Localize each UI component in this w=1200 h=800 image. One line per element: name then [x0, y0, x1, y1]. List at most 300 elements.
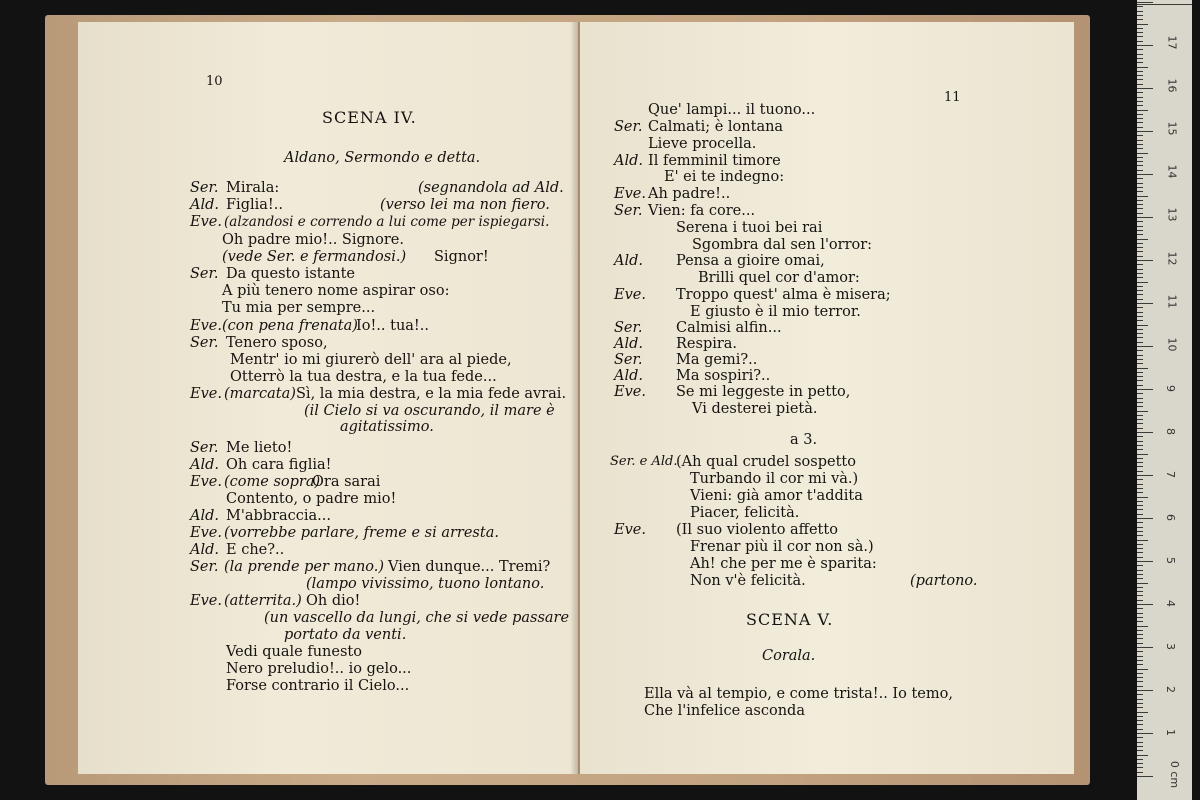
- ruler-tick: [1137, 583, 1148, 584]
- ruler-tick: [1137, 157, 1143, 158]
- verse-line: Tu mia per sempre...: [222, 300, 376, 316]
- ruler-tick: [1137, 221, 1143, 222]
- speaker: Ald.: [190, 508, 219, 524]
- ruler-tick: [1137, 488, 1143, 489]
- ruler-tick: [1137, 92, 1143, 93]
- ruler-tick: [1137, 514, 1143, 515]
- ruler-tick: [1137, 699, 1143, 700]
- ruler-number: 8: [1164, 428, 1177, 435]
- stage-direction: (la prende per mano.): [224, 559, 385, 575]
- scene-character: Corala.: [762, 648, 816, 664]
- verse-line: Contento, o padre mio!: [226, 491, 397, 507]
- ruler-number: 1: [1164, 729, 1177, 736]
- speaker: Eve.: [190, 214, 222, 230]
- ruler-tick: [1137, 458, 1143, 459]
- verse-line: Piacer, felicità.: [690, 505, 800, 521]
- ruler-tick: [1137, 720, 1143, 721]
- stage-direction: portato da venti.: [284, 627, 407, 643]
- ruler-tick: [1137, 690, 1153, 691]
- verse-line: Me lieto!: [226, 440, 293, 456]
- stage-direction: (atterrita.): [224, 593, 302, 609]
- ruler-tick: [1137, 363, 1143, 364]
- ruler-tick: [1137, 660, 1143, 661]
- ruler-tick: [1137, 492, 1143, 493]
- ruler-tick: [1137, 170, 1143, 171]
- ruler-tick: [1137, 256, 1143, 257]
- ruler-tick: [1137, 84, 1143, 85]
- verse-line: Troppo quest' alma è misera;: [676, 287, 891, 303]
- ruler-tick: [1137, 677, 1143, 678]
- ruler-tick: [1137, 337, 1143, 338]
- ruler-tick: [1137, 664, 1143, 665]
- verse-line: Que' lampi... il tuono...: [648, 102, 816, 118]
- ruler-tick: [1137, 277, 1143, 278]
- speaker: Eve.: [190, 525, 222, 541]
- speaker: Ser.: [614, 119, 643, 135]
- ruler-tick: [1137, 531, 1143, 532]
- verse-line: Otterrò la tua destra, e la tua fede...: [230, 369, 497, 385]
- ruler-tick: [1137, 621, 1143, 622]
- ruler-tick: [1137, 600, 1143, 601]
- ruler-tick: [1137, 501, 1143, 502]
- ruler-tick: [1137, 669, 1148, 670]
- ruler-tick: [1137, 71, 1143, 72]
- speaker: Ser.: [190, 180, 219, 196]
- verse-line: Oh cara figlia!: [226, 457, 332, 473]
- ruler-number: 3: [1164, 643, 1177, 650]
- ruler-tick: [1137, 604, 1153, 605]
- ruler-tick: [1137, 729, 1143, 730]
- ruler-tick: [1137, 282, 1148, 283]
- ruler-tick: [1137, 67, 1148, 68]
- speaker: Ald.: [614, 153, 643, 169]
- ruler-tick: [1137, 552, 1143, 553]
- verse-line: Pensa a gioire omai,: [676, 253, 825, 269]
- ruler-tick: [1137, 329, 1143, 330]
- ruler-tick: [1137, 462, 1143, 463]
- verse-line: Ma gemi?..: [676, 352, 758, 368]
- ruler-tick: [1137, 290, 1143, 291]
- ruler-tick: [1137, 320, 1143, 321]
- ruler-tick: [1137, 269, 1143, 270]
- ruler-tick: [1137, 419, 1143, 420]
- ruler-number: 12: [1165, 251, 1179, 266]
- stage-direction: (vorrebbe parlare, freme e si arresta.: [224, 525, 499, 541]
- verse-line: Se mi leggeste in petto,: [676, 384, 851, 400]
- ruler-tick: [1137, 479, 1143, 480]
- ruler-tick: [1137, 750, 1143, 751]
- ruler-number: 10: [1165, 337, 1179, 352]
- ruler-tick: [1137, 712, 1148, 713]
- ruler-tick: [1137, 484, 1143, 485]
- verse-line: E che?..: [226, 542, 285, 558]
- ruler-tick: [1137, 299, 1143, 300]
- ruler-tick: [1137, 441, 1143, 442]
- stage-direction: (vede Ser. e fermandosi.): [222, 249, 407, 265]
- speaker: Eve.: [190, 318, 222, 334]
- ruler-tick: [1137, 191, 1143, 192]
- ruler-tick: [1137, 325, 1148, 326]
- stage-direction: agitatissimo.: [340, 419, 434, 435]
- ruler-tick: [1137, 36, 1143, 37]
- speaker: Eve.: [614, 522, 646, 538]
- stage-direction: (alzandosi e correndo a lui come per ispiegarsi.: [224, 214, 550, 230]
- ruler-tick: [1137, 733, 1153, 734]
- ruler-tick: [1137, 200, 1143, 201]
- verse-line: Vedi quale funesto: [226, 644, 362, 660]
- prose-line: Ella và al tempio, e come trista!.. Io temo,: [644, 686, 953, 702]
- ruler-tick: [1137, 651, 1143, 652]
- verse-line: Figlia!..: [226, 197, 283, 213]
- verse-line: Sgombra dal sen l'orror:: [692, 237, 873, 253]
- ruler-tick: [1137, 49, 1143, 50]
- speaker: Ser.: [190, 266, 219, 282]
- ruler-tick: [1137, 686, 1143, 687]
- ruler-number: 0 cm: [1168, 760, 1182, 789]
- ruler-tick: [1137, 475, 1153, 476]
- ruler-tick: [1137, 165, 1143, 166]
- ruler-tick: [1137, 226, 1143, 227]
- speaker: Eve.: [190, 593, 222, 609]
- ruler-tick: [1137, 368, 1148, 369]
- verse-line: Il femminil timore: [648, 153, 781, 169]
- ruler-tick: [1137, 746, 1143, 747]
- ruler-tick: [1137, 522, 1143, 523]
- verse-line: Sì, la mia destra, e la mia fede avrai.: [296, 386, 567, 402]
- ruler-tick: [1137, 251, 1143, 252]
- ruler-tick: [1137, 626, 1148, 627]
- verse-line: Oh padre mio!.. Signore.: [222, 232, 404, 248]
- verse-line: Forse contrario il Cielo...: [226, 678, 410, 694]
- speaker: Eve.: [614, 287, 646, 303]
- speaker: Ser. e Ald.: [610, 454, 678, 469]
- verse-line: Calmisi alfin...: [676, 320, 782, 336]
- verse-line: Ah padre!..: [648, 186, 731, 202]
- verse-line: Vien dunque... Tremi?: [388, 559, 551, 575]
- speaker: Eve.: [190, 474, 222, 490]
- ruler-tick: [1137, 638, 1143, 639]
- speaker: Ser.: [614, 203, 643, 219]
- ruler-tick: [1137, 436, 1143, 437]
- ruler-tick: [1137, 183, 1143, 184]
- ruler-tick: [1137, 595, 1143, 596]
- verse-line: Vien: fa core...: [648, 203, 756, 219]
- page-number-left: 10: [206, 74, 223, 89]
- ruler-tick: [1137, 127, 1143, 128]
- ruler-tick: [1137, 79, 1143, 80]
- ruler-tick: [1137, 393, 1143, 394]
- verse-line: Respira.: [676, 336, 738, 352]
- verse-line: Nero preludio!.. io gelo...: [226, 661, 412, 677]
- verse-line: E' ei te indegno:: [664, 169, 785, 185]
- verse-line: Vieni: già amor t'addita: [690, 488, 863, 504]
- ruler-tick: [1137, 406, 1143, 407]
- ruler-tick: [1137, 346, 1153, 347]
- ruler-tick: [1137, 763, 1143, 764]
- verse-line: Lieve procella.: [648, 136, 757, 152]
- ruler-number: 15: [1165, 121, 1179, 136]
- ruler-tick: [1137, 402, 1143, 403]
- ruler-tick: [1137, 118, 1143, 119]
- speaker: Ser.: [190, 335, 219, 351]
- speaker: Eve.: [190, 386, 222, 402]
- stage-direction: (partono.: [910, 573, 978, 589]
- ruler-tick: [1137, 2, 1153, 3]
- ruler-number: 11: [1165, 294, 1179, 309]
- ruler-tick: [1137, 178, 1143, 179]
- ruler-number: 17: [1165, 35, 1179, 50]
- verse-line: Non v'è felicità.: [690, 573, 806, 589]
- ruler-tick: [1137, 131, 1153, 132]
- verse-line: Signor!: [434, 249, 489, 265]
- ruler-tick: [1137, 161, 1143, 162]
- ruler-tick: [1137, 423, 1143, 424]
- ruler-tick: [1137, 28, 1143, 29]
- ruler-tick: [1137, 286, 1143, 287]
- ruler-tick: [1137, 88, 1153, 89]
- ruler-tick: [1137, 41, 1143, 42]
- ruler-tick: [1137, 140, 1143, 141]
- stage-direction: (segnandola ad Ald.: [418, 180, 564, 196]
- verse-line: A più tenero nome aspirar oso:: [222, 283, 450, 299]
- ruler-tick: [1137, 19, 1143, 20]
- ruler-tick: [1137, 307, 1143, 308]
- verse-line: Frenar più il cor non sà.): [690, 539, 874, 555]
- a3-heading: a 3.: [790, 432, 818, 448]
- scene-heading-iv: SCENA IV.: [322, 108, 417, 127]
- ruler-tick: [1137, 755, 1148, 756]
- ruler-tick: [1137, 303, 1153, 304]
- ruler-tick: [1137, 578, 1143, 579]
- prose-line: Che l'infelice asconda: [644, 703, 805, 719]
- ruler-tick: [1137, 759, 1143, 760]
- speaker: Ald.: [614, 336, 643, 352]
- ruler-tick: [1137, 772, 1143, 773]
- ruler-tick: [1137, 208, 1143, 209]
- verse-line: (Ah qual crudel sospetto: [676, 454, 856, 470]
- verse-line: Da questo istante: [226, 266, 355, 282]
- ruler-tick: [1137, 174, 1153, 175]
- verse-line: Io!.. tua!..: [356, 318, 429, 334]
- ruler-tick: [1137, 97, 1143, 98]
- ruler-tick: [1137, 466, 1143, 467]
- ruler-tick: [1137, 32, 1143, 33]
- ruler-tick: [1137, 114, 1143, 115]
- stage-direction: (con pena frenata): [222, 318, 358, 334]
- verse-line: Vi desterei pietà.: [692, 401, 818, 417]
- ruler-tick: [1137, 350, 1143, 351]
- ruler-tick: [1137, 187, 1143, 188]
- ruler-tick: [1137, 110, 1148, 111]
- verse-line: Brilli quel cor d'amor:: [698, 270, 860, 286]
- ruler-tick: [1137, 385, 1143, 386]
- ruler-tick: [1137, 101, 1143, 102]
- speaker: Ser.: [190, 440, 219, 456]
- ruler-tick: [1137, 716, 1143, 717]
- speaker: Ald.: [190, 457, 219, 473]
- ruler-tick: [1137, 681, 1143, 682]
- ruler-tick: [1137, 432, 1153, 433]
- ruler-tick: [1137, 445, 1143, 446]
- left-page: [78, 22, 578, 774]
- speaker: Ald.: [614, 253, 643, 269]
- ruler-tick: [1137, 333, 1143, 334]
- ruler-tick: [1137, 505, 1143, 506]
- stage-direction: (un vascello da lungi, che si vede passare: [264, 610, 570, 626]
- stage-direction: (come sopra): [224, 474, 321, 490]
- verse-line: Turbando il cor mi và.): [690, 471, 859, 487]
- ruler-number: 6: [1164, 514, 1177, 521]
- ruler-tick: [1137, 707, 1143, 708]
- ruler-tick: [1137, 411, 1148, 412]
- speaker: Ald.: [190, 197, 219, 213]
- ruler-tick: [1137, 647, 1153, 648]
- ruler-tick: [1137, 634, 1143, 635]
- ruler-tick: [1137, 398, 1143, 399]
- verse-line: Ora sarai: [312, 474, 381, 490]
- ruler-tick: [1137, 153, 1148, 154]
- ruler-tick: [1137, 213, 1143, 214]
- ruler-number: 7: [1164, 471, 1177, 478]
- verse-line: Ma sospiri?..: [676, 368, 771, 384]
- ruler-tick: [1137, 6, 1143, 7]
- stage-direction: (verso lei ma non fiero.: [380, 197, 550, 213]
- ruler-tick: [1137, 196, 1148, 197]
- ruler-tick: [1137, 342, 1143, 343]
- ruler-tick: [1137, 776, 1153, 777]
- ruler-number: 14: [1165, 164, 1179, 179]
- verse-line: Oh dio!: [306, 593, 361, 609]
- ruler-tick: [1137, 264, 1143, 265]
- speaker: Ald.: [614, 368, 643, 384]
- verse-line: Tenero sposo,: [226, 335, 328, 351]
- ruler-tick: [1137, 389, 1153, 390]
- ruler-tick: [1137, 15, 1143, 16]
- ruler-tick: [1137, 591, 1143, 592]
- ruler-tick: [1137, 527, 1143, 528]
- ruler-tick: [1137, 75, 1143, 76]
- ruler-tick: [1137, 415, 1143, 416]
- ruler-tick: [1137, 428, 1143, 429]
- verse-line: Mentr' io mi giurerò dell' ara al piede,: [230, 352, 512, 368]
- ruler-tick: [1137, 11, 1143, 12]
- stage-direction: (lampo vivissimo, tuono lontano.: [306, 576, 545, 592]
- speaker: Ser.: [614, 352, 643, 368]
- ruler-tick: [1137, 497, 1148, 498]
- ruler-tick: [1137, 247, 1143, 248]
- ruler-number: 5: [1164, 557, 1177, 564]
- verse-line: Ah! che per me è sparita:: [690, 556, 877, 572]
- ruler-tick: [1137, 471, 1143, 472]
- ruler-number: 13: [1165, 207, 1179, 222]
- ruler-tick: [1137, 613, 1143, 614]
- speaker: Eve.: [614, 384, 646, 400]
- stage-direction: (marcata): [224, 386, 296, 402]
- ruler-number: 4: [1164, 600, 1177, 607]
- ruler-tick: [1137, 217, 1153, 218]
- ruler-tick: [1137, 587, 1143, 588]
- ruler-tick: [1137, 656, 1143, 657]
- ruler-number: 2: [1164, 686, 1177, 693]
- ruler-tick: [1137, 316, 1143, 317]
- ruler-tick: [1137, 724, 1143, 725]
- ruler-tick: [1137, 535, 1143, 536]
- ruler-tick: [1137, 54, 1143, 55]
- speaker: Eve.: [614, 186, 646, 202]
- ruler-tick: [1137, 703, 1143, 704]
- ruler-number: 16: [1165, 78, 1179, 93]
- ruler-tick: [1137, 561, 1153, 562]
- ruler-tick: [1137, 243, 1143, 244]
- ruler-tick: [1137, 122, 1143, 123]
- ruler-tick: [1137, 105, 1143, 106]
- ruler-tick: [1137, 574, 1143, 575]
- scene-characters: Aldano, Sermondo e detta.: [284, 150, 481, 166]
- ruler-tick: [1137, 24, 1148, 25]
- ruler-tick: [1137, 260, 1153, 261]
- scale-ruler: [1137, 0, 1192, 800]
- right-page: [580, 22, 1074, 774]
- ruler-tick: [1137, 376, 1143, 377]
- stage-direction: (il Cielo si va oscurando, il mare è: [304, 403, 555, 419]
- ruler-tick: [1137, 548, 1143, 549]
- ruler-tick: [1137, 4, 1192, 5]
- ruler-tick: [1137, 312, 1143, 313]
- verse-line: Mirala:: [226, 180, 280, 196]
- ruler-tick: [1137, 135, 1143, 136]
- ruler-tick: [1137, 673, 1143, 674]
- ruler-tick: [1137, 273, 1143, 274]
- ruler-tick: [1137, 737, 1143, 738]
- verse-line: Calmati; è lontana: [648, 119, 784, 135]
- ruler-tick: [1137, 454, 1148, 455]
- ruler-tick: [1137, 570, 1143, 571]
- ruler-tick: [1137, 58, 1143, 59]
- ruler-tick: [1137, 540, 1148, 541]
- speaker: Ald.: [190, 542, 219, 558]
- speaker: Ser.: [614, 320, 643, 336]
- speaker: Ser.: [190, 559, 219, 575]
- ruler-tick: [1137, 617, 1143, 618]
- ruler-tick: [1137, 62, 1143, 63]
- ruler-tick: [1137, 742, 1143, 743]
- ruler-tick: [1137, 643, 1143, 644]
- ruler-tick: [1137, 767, 1143, 768]
- ruler-tick: [1137, 148, 1143, 149]
- page-number-right: 11: [944, 90, 961, 105]
- ruler-tick: [1137, 509, 1143, 510]
- ruler-tick: [1137, 518, 1153, 519]
- ruler-tick: [1137, 359, 1143, 360]
- scene-heading-v: SCENA V.: [746, 610, 834, 629]
- ruler-tick: [1137, 630, 1143, 631]
- ruler-tick: [1137, 565, 1143, 566]
- ruler-tick: [1137, 234, 1143, 235]
- ruler-tick: [1137, 372, 1143, 373]
- verse-line: (Il suo violento affetto: [676, 522, 838, 538]
- ruler-tick: [1137, 45, 1153, 46]
- ruler-tick: [1137, 608, 1143, 609]
- ruler-tick: [1137, 694, 1143, 695]
- ruler-tick: [1137, 144, 1143, 145]
- verse-line: E giusto è il mio terror.: [690, 304, 861, 320]
- ruler-tick: [1137, 230, 1143, 231]
- ruler-tick: [1137, 557, 1143, 558]
- ruler-tick: [1137, 544, 1143, 545]
- ruler-tick: [1137, 380, 1143, 381]
- ruler-tick: [1137, 449, 1143, 450]
- ruler-tick: [1137, 355, 1143, 356]
